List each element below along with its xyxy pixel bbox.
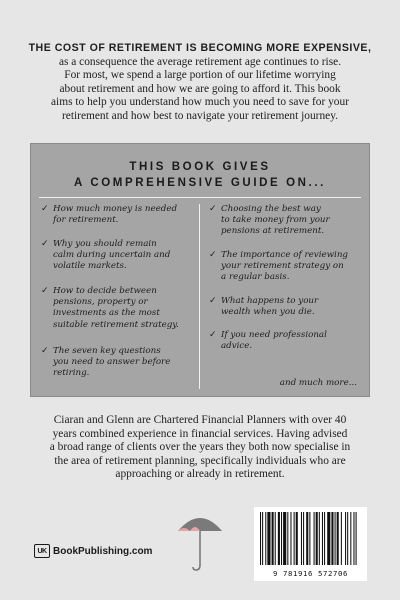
- barcode-bar: [350, 512, 351, 565]
- barcode-bar: [316, 512, 318, 565]
- barcode-bar: [283, 512, 286, 565]
- intro-line: aims to help you understand how much you need to save for your: [51, 96, 349, 109]
- feature-text: pensions, property or: [53, 297, 148, 308]
- feature-text: suitable retirement strategy.: [53, 319, 179, 330]
- features-panel: [30, 143, 370, 397]
- about-line: a broad range of clients over the years they both now specialise in: [49, 441, 351, 454]
- feature-text: Choosing the best way: [221, 204, 321, 214]
- barcode-bar: [347, 512, 348, 565]
- barcode-bar: [341, 512, 342, 565]
- feature-item: [209, 204, 361, 238]
- barcode-bar: [345, 512, 346, 565]
- features-title: [31, 159, 369, 191]
- feature-text: a regular basis.: [221, 272, 290, 283]
- umbrella-icon: [176, 511, 224, 577]
- feature-item: [41, 204, 193, 226]
- about-line: the area of retirement planning, specifically individuals who are: [54, 454, 346, 467]
- feature-item: [209, 330, 361, 352]
- features-title-line: A COMPREHENSIVE GUIDE ON...: [74, 177, 326, 189]
- feature-item: [41, 346, 193, 380]
- feature-text: your retirement strategy on: [221, 261, 344, 272]
- barcode-bar: [262, 512, 263, 565]
- barcode-bar: [319, 512, 320, 565]
- barcode-bar: [272, 512, 274, 565]
- feature-text: calm during uncertain and: [53, 250, 171, 261]
- divider: [39, 197, 361, 198]
- feature-text: If you need professional: [221, 330, 327, 340]
- intro-line: For most, we spend a large portion of our lifetime worrying: [64, 69, 336, 82]
- publisher-logo: [34, 544, 152, 558]
- barcode-bars: [254, 507, 367, 569]
- intro-heading: THE COST OF RETIREMENT IS BECOMING MORE EXPENSIVE,: [28, 42, 372, 54]
- check-icon: ✓: [41, 239, 49, 249]
- about-line: approaching or already in retirement.: [115, 468, 285, 481]
- check-icon: ✓: [41, 346, 49, 356]
- check-icon: ✓: [41, 204, 49, 214]
- check-icon: ✓: [209, 204, 217, 214]
- feature-text: for retirement.: [53, 215, 119, 226]
- feature-item: [209, 250, 361, 284]
- barcode-bar: [301, 512, 302, 565]
- feature-text: How to decide between: [53, 286, 157, 296]
- intro-line: as a consequence the average retirement age continues to rise.: [58, 55, 342, 68]
- barcode-bar: [324, 512, 325, 565]
- about-paragraph: [22, 414, 378, 482]
- feature-item: [209, 296, 361, 318]
- barcode: [254, 507, 367, 581]
- barcode-bar: [290, 512, 291, 565]
- intro-line: about retirement and how we are going to afford it. This book: [59, 82, 341, 95]
- check-icon: ✓: [41, 286, 49, 296]
- feature-text: investments as the most: [53, 308, 160, 319]
- barcode-bar: [265, 512, 266, 565]
- barcode-bar: [267, 512, 270, 565]
- feature-text: volatile markets.: [53, 261, 127, 272]
- feature-text: The seven key questions: [53, 346, 161, 356]
- features-title-line: THIS BOOK GIVES: [129, 161, 271, 173]
- intro-line: retirement and how best to navigate your retirement journey.: [61, 109, 339, 122]
- barcode-bar: [296, 512, 298, 565]
- feature-text: to take money from your: [221, 215, 330, 226]
- barcode-bar: [281, 512, 282, 565]
- check-icon: ✓: [209, 330, 217, 340]
- barcode-bar: [260, 512, 261, 565]
- publisher-name: BookPublishing.com: [53, 545, 153, 557]
- feature-text: wealth when you die.: [221, 307, 315, 318]
- isbn-number: 9 781916 572706: [273, 569, 348, 578]
- feature-text: pensions at retirement.: [221, 226, 325, 237]
- uk-logo-icon: UK: [34, 544, 50, 558]
- barcode-bar: [353, 512, 354, 565]
- barcode-bar: [303, 512, 304, 565]
- feature-item: [41, 286, 193, 331]
- check-icon: ✓: [209, 250, 217, 260]
- barcode-bar: [337, 512, 339, 565]
- barcode-bar: [309, 512, 310, 565]
- barcode-bar: [306, 512, 308, 565]
- barcode-bar: [275, 512, 276, 565]
- barcode-bar: [356, 512, 357, 565]
- feature-text: advice.: [221, 341, 253, 352]
- about-line: years combined experience in financial services. Having advised: [52, 427, 348, 440]
- barcode-bar: [331, 512, 333, 565]
- barcode-bar: [294, 512, 295, 565]
- intro-paragraph: [22, 42, 378, 124]
- column-divider: [199, 204, 200, 389]
- about-line: Ciaran and Glenn are Chartered Financial Planners with over 40: [53, 414, 347, 426]
- feature-text: How much money is needed: [53, 204, 178, 214]
- feature-item: [41, 239, 193, 273]
- barcode-bar: [335, 512, 336, 565]
- barcode-bar: [278, 512, 280, 565]
- feature-text: you need to answer before: [53, 357, 171, 368]
- barcode-bar: [322, 512, 323, 565]
- barcode-bar: [287, 512, 288, 565]
- feature-text: Why you should remain: [53, 239, 157, 249]
- more-text: and much more...: [279, 378, 357, 388]
- barcode-bar: [327, 512, 330, 565]
- feature-text: The importance of reviewing: [221, 250, 348, 260]
- feature-text: retiring.: [53, 368, 90, 379]
- barcode-bar: [314, 512, 315, 565]
- check-icon: ✓: [209, 296, 217, 306]
- feature-text: What happens to your: [221, 296, 319, 306]
